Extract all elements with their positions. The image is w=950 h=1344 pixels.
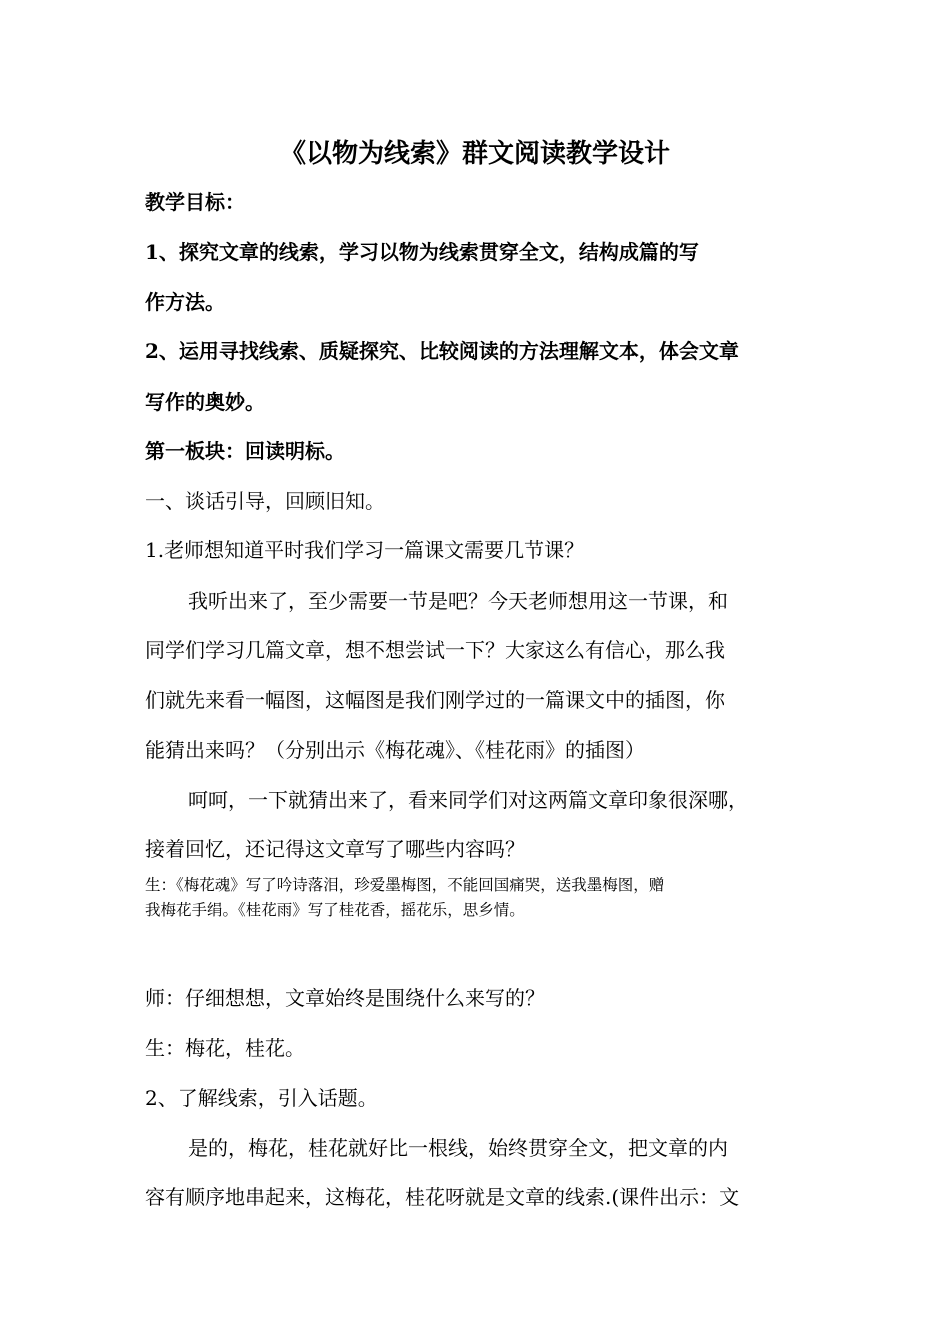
question-1: 1.老师想知道平时我们学习一篇课文需要几节课？ — [145, 538, 585, 562]
paragraph-2-line-2: 接着回忆，还记得这文章写了哪些内容吗？ — [145, 837, 525, 861]
section-1-heading: 第一板块：回读明标。 — [145, 439, 345, 463]
subsection-heading-2: 2、了解线索，引入话题。 — [145, 1086, 378, 1110]
paragraph-3-line-1: 是的，梅花，桂花就好比一根线，始终贯穿全文，把文章的内 — [188, 1136, 728, 1160]
paragraph-3-line-2: 容有顺序地串起来，这梅花，桂花呀就是文章的线索.(课件出示：文 — [145, 1185, 740, 1209]
document-title: 《以物为线索》群文阅读教学设计 — [279, 139, 670, 169]
paragraph-1-line-3: 们就先来看一幅图，这幅图是我们刚学过的一篇课文中的插图，你 — [145, 688, 725, 712]
paragraph-1-line-2: 同学们学习几篇文章，想不想尝试一下？大家这么有信心，那么我 — [145, 638, 725, 662]
subsection-heading-1: 一、谈话引导，回顾旧知。 — [145, 489, 385, 513]
paragraph-2-line-1: 呵呵，一下就猜出来了，看来同学们对这两篇文章印象很深哪， — [188, 788, 748, 812]
goal-2-line-1: 2、运用寻找线索、质疑探究、比较阅读的方法理解文本，体会文章 — [145, 339, 739, 363]
student-answer-line-1: 生：《梅花魂》写了吟诗落泪，珍爱墨梅图，不能回国痛哭，送我墨梅图，赠 — [145, 876, 665, 894]
goal-1-line-1: 1、探究文章的线索，学习以物为线索贯穿全文，结构成篇的写 — [145, 240, 699, 264]
teacher-question: 师：仔细想想，文章始终是围绕什么来写的？ — [145, 986, 545, 1010]
student-answer-line-2: 我梅花手绢。《桂花雨》写了桂花香，摇花乐，思乡情。 — [145, 901, 525, 919]
paragraph-1-line-4: 能猜出来吗？（分别出示《梅花魂》、《桂花雨》的插图） — [145, 738, 645, 762]
paragraph-1-line-1: 我听出来了，至少需要一节是吧？今天老师想用这一节课，和 — [188, 589, 728, 613]
teaching-goals-heading: 教学目标： — [145, 190, 245, 214]
student-reply: 生：梅花，桂花。 — [145, 1036, 305, 1060]
goal-2-line-2: 写作的奥妙。 — [145, 390, 265, 414]
goal-1-line-2: 作方法。 — [145, 290, 225, 314]
